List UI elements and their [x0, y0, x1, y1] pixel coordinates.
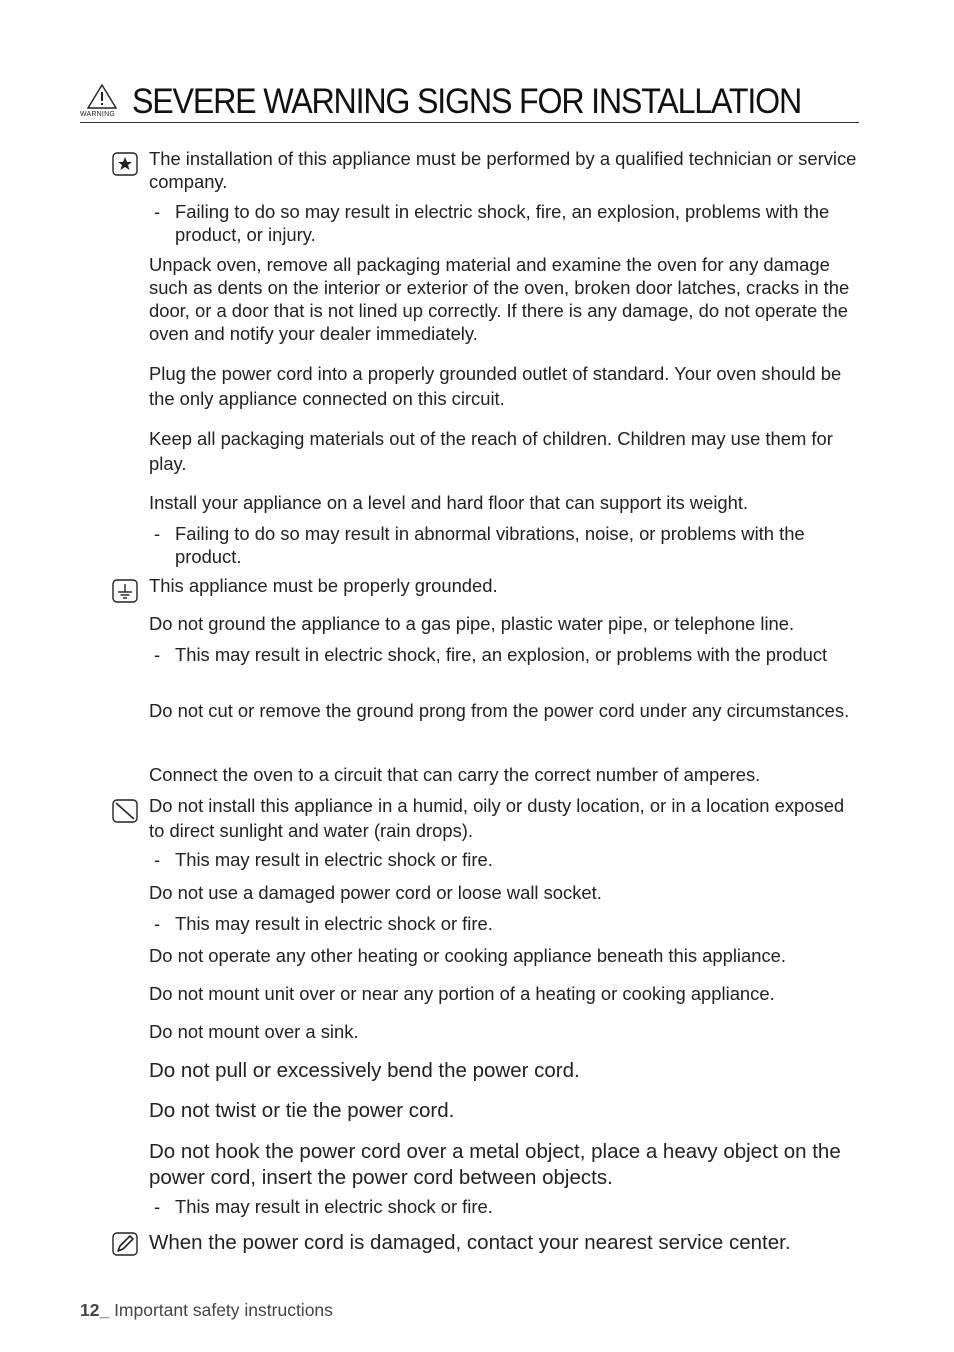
paragraph: Do not install this appliance in a humid, oily or dusty location, or in a location exposed to direct sunlight and water (rain drops). — [149, 795, 845, 841]
sub-item — [154, 643, 864, 666]
section-header — [80, 82, 859, 123]
paragraph: Do not ground the appliance to a gas pipe, plastic water pipe, or telephone line. — [149, 613, 795, 634]
prohibited-icon — [112, 799, 138, 823]
ground-icon — [112, 579, 138, 603]
paragraph: Do not operate any other heating or cooking appliance beneath this appliance. — [149, 945, 786, 966]
paragraph: When the power cord is damaged, contact your nearest service center. — [149, 1231, 791, 1254]
page-footer — [80, 1300, 333, 1321]
dash: - — [154, 201, 161, 222]
paragraph: Do not pull or excessively bend the power cord. — [149, 1059, 580, 1082]
sub-item-text: This may result in electric shock or fire. — [175, 1196, 493, 1217]
paragraph: Do not mount unit over or near any portion of a heating or cooking appliance. — [149, 983, 775, 1004]
sub-item — [154, 522, 864, 568]
paragraph: Plug the power cord into a properly grounded outlet of standard. Your oven should be the only appliance connected on this circuit. — [149, 363, 842, 409]
paragraph: Unpack oven, remove all packaging material and examine the oven for any damage such as dents on the interior or exterior of the oven, broken door latches, cracks in the door, or a door that is not lined up correctly. If there is any damage, do not operate the oven and notify your dealer immediately. — [149, 254, 850, 344]
sub-item — [154, 1195, 864, 1218]
paragraph: The installation of this appliance must be performed by a qualified technician or service company. — [149, 148, 857, 192]
paragraph: Do not cut or remove the ground prong from the power cord under any circumstances. — [149, 700, 850, 721]
footer-section: Important safety instructions — [109, 1300, 333, 1320]
star-icon — [112, 152, 138, 176]
dash: - — [154, 644, 161, 665]
warning-icon — [80, 82, 124, 122]
paragraph: This appliance must be properly grounded. — [149, 575, 498, 596]
sub-item — [154, 912, 864, 935]
sub-item-text: Failing to do so may result in electric shock, fire, an explosion, problems with the product, or injury. — [175, 201, 830, 245]
sub-item-text: This may result in electric shock or fire. — [175, 913, 493, 934]
paragraph: Install your appliance on a level and hard floor that can support its weight. — [149, 492, 749, 513]
sub-item-text: This may result in electric shock, fire, an explosion, or problems with the product — [175, 644, 828, 665]
sub-item — [154, 200, 864, 246]
page-number: 12_ — [80, 1300, 110, 1320]
sub-item-text: Failing to do so may result in abnormal vibrations, noise, or problems with the product. — [175, 523, 805, 567]
dash: - — [154, 1196, 161, 1217]
dash: - — [154, 913, 161, 934]
sub-item-text: This may result in electric shock or fire. — [175, 849, 493, 870]
sub-item — [154, 848, 864, 871]
warning-label: WARNING — [80, 111, 115, 118]
paragraph: Do not twist or tie the power cord. — [149, 1099, 455, 1122]
paragraph: Do not hook the power cord over a metal object, place a heavy object on the power cord, insert the power cord between objects. — [149, 1140, 841, 1189]
check-icon — [112, 1232, 138, 1256]
page-title: SEVERE WARNING SIGNS FOR INSTALLATION — [132, 82, 802, 121]
paragraph: Keep all packaging materials out of the reach of children. Children may use them for play. — [149, 428, 833, 474]
dash: - — [154, 849, 161, 870]
paragraph: Do not use a damaged power cord or loose wall socket. — [149, 882, 602, 903]
paragraph: Do not mount over a sink. — [149, 1021, 359, 1042]
paragraph: Connect the oven to a circuit that can carry the correct number of amperes. — [149, 764, 761, 785]
dash: - — [154, 523, 161, 544]
